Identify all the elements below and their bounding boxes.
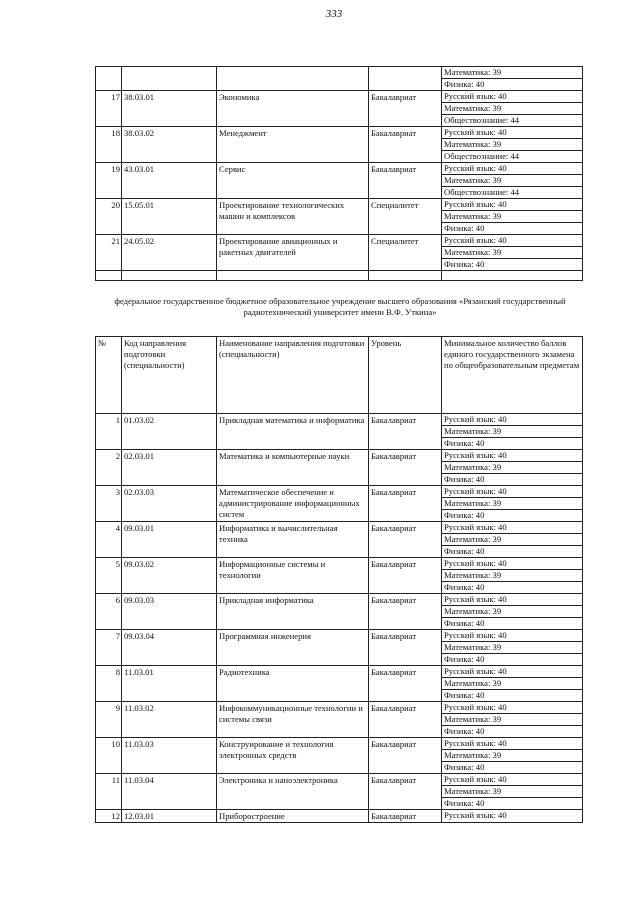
row-number: 6 <box>96 594 122 630</box>
direction-code: 43.03.01 <box>122 163 217 199</box>
subject-min-score: Русский язык: 40 <box>442 235 583 247</box>
direction-code: 11.03.04 <box>122 774 217 810</box>
direction-name: Менеджмент <box>217 127 369 163</box>
row-number: 21 <box>96 235 122 271</box>
subject-min-score: Русский язык: 40 <box>442 738 583 750</box>
direction-name: Математика и компьютерные науки <box>217 450 369 486</box>
direction-name: Электроника и наноэлектроника <box>217 774 369 810</box>
table-row <box>96 810 583 823</box>
table-row <box>96 630 583 642</box>
row-number: 8 <box>96 666 122 702</box>
subject-min-score: Математика: 39 <box>442 750 583 762</box>
subject-min-score: Физика: 40 <box>442 618 583 630</box>
education-level: Бакалавриат <box>369 91 442 127</box>
subject-min-score: Математика: 39 <box>442 642 583 654</box>
subject-min-score: Математика: 39 <box>442 678 583 690</box>
table-row <box>96 486 583 498</box>
empty-cell <box>96 271 122 281</box>
table-row <box>96 774 583 786</box>
row-number: 7 <box>96 630 122 666</box>
direction-code: 02.03.03 <box>122 486 217 522</box>
admission-table-continued <box>95 66 583 281</box>
direction-code: 24.05.02 <box>122 235 217 271</box>
direction-name <box>217 67 369 91</box>
row-number <box>96 67 122 91</box>
subject-min-score: Физика: 40 <box>442 690 583 702</box>
subject-min-score: Обществознание: 44 <box>442 151 583 163</box>
direction-code: 12.03.01 <box>122 810 217 823</box>
direction-code: 11.03.01 <box>122 666 217 702</box>
row-number: 10 <box>96 738 122 774</box>
row-number: 17 <box>96 91 122 127</box>
subject-min-score: Математика: 39 <box>442 175 583 187</box>
header-code: Код направления подготовки (специальности) <box>122 337 217 414</box>
table-row <box>96 91 583 103</box>
table-row <box>96 702 583 714</box>
table-row <box>96 199 583 211</box>
direction-name: Экономика <box>217 91 369 127</box>
direction-name: Математическое обеспечение и администрирование информационных систем <box>217 486 369 522</box>
table-row <box>96 414 583 426</box>
subject-min-score: Русский язык: 40 <box>442 450 583 462</box>
education-level: Бакалавриат <box>369 702 442 738</box>
direction-code: 09.03.04 <box>122 630 217 666</box>
subject-min-score: Русский язык: 40 <box>442 163 583 175</box>
subject-min-score: Физика: 40 <box>442 438 583 450</box>
header-no: № <box>96 337 122 414</box>
subject-min-score: Математика: 39 <box>442 67 583 79</box>
direction-name: Инфокоммуникационные технологии и системы связи <box>217 702 369 738</box>
subject-min-score: Русский язык: 40 <box>442 522 583 534</box>
subject-min-score: Русский язык: 40 <box>442 127 583 139</box>
subject-min-score: Математика: 39 <box>442 714 583 726</box>
subject-min-score: Физика: 40 <box>442 654 583 666</box>
education-level: Бакалавриат <box>369 127 442 163</box>
page-number: 333 <box>325 8 343 20</box>
row-number: 9 <box>96 702 122 738</box>
direction-code: 11.03.03 <box>122 738 217 774</box>
education-level: Бакалавриат <box>369 450 442 486</box>
direction-name: Информатика и вычислительная техника <box>217 522 369 558</box>
empty-cell <box>217 271 369 281</box>
subject-min-score: Математика: 39 <box>442 426 583 438</box>
row-number: 3 <box>96 486 122 522</box>
direction-code: 11.03.02 <box>122 702 217 738</box>
direction-name: Проектирование авиационных и ракетных двигателей <box>217 235 369 271</box>
subject-min-score: Русский язык: 40 <box>442 666 583 678</box>
direction-name: Прикладная информатика <box>217 594 369 630</box>
direction-code: 09.03.02 <box>122 558 217 594</box>
direction-code: 01.03.02 <box>122 414 217 450</box>
direction-code: 38.03.01 <box>122 91 217 127</box>
subject-min-score: Физика: 40 <box>442 474 583 486</box>
empty-cell <box>369 271 442 281</box>
row-number: 20 <box>96 199 122 235</box>
education-level: Бакалавриат <box>369 558 442 594</box>
table-row <box>96 558 583 570</box>
header-name: Наименование направления подготовки (специальности) <box>217 337 369 414</box>
education-level: Специалитет <box>369 235 442 271</box>
subject-min-score: Физика: 40 <box>442 79 583 91</box>
table-row <box>96 738 583 750</box>
header-level: Уровень <box>369 337 442 414</box>
education-level: Бакалавриат <box>369 666 442 702</box>
subject-min-score: Физика: 40 <box>442 798 583 810</box>
education-level: Бакалавриат <box>369 163 442 199</box>
subject-min-score: Обществознание: 44 <box>442 187 583 199</box>
subject-min-score: Русский язык: 40 <box>442 702 583 714</box>
education-level: Бакалавриат <box>369 738 442 774</box>
direction-name: Информационные системы и технологии <box>217 558 369 594</box>
subject-min-score: Русский язык: 40 <box>442 414 583 426</box>
row-number: 11 <box>96 774 122 810</box>
education-level: Бакалавриат <box>369 774 442 810</box>
row-number: 18 <box>96 127 122 163</box>
subject-min-score: Русский язык: 40 <box>442 199 583 211</box>
row-number: 12 <box>96 810 122 823</box>
empty-cell <box>122 271 217 281</box>
education-level: Бакалавриат <box>369 486 442 522</box>
table-row <box>96 163 583 175</box>
subject-min-score: Математика: 39 <box>442 211 583 223</box>
row-number: 5 <box>96 558 122 594</box>
education-level: Бакалавриат <box>369 594 442 630</box>
subject-min-score: Физика: 40 <box>442 726 583 738</box>
subject-min-score: Математика: 39 <box>442 606 583 618</box>
subject-min-score: Математика: 39 <box>442 103 583 115</box>
table-row <box>96 235 583 247</box>
direction-code: 09.03.03 <box>122 594 217 630</box>
table-row <box>96 67 583 79</box>
direction-code: 09.03.01 <box>122 522 217 558</box>
empty-row <box>96 271 583 281</box>
row-number: 19 <box>96 163 122 199</box>
table-row <box>96 594 583 606</box>
education-level: Бакалавриат <box>369 810 442 823</box>
direction-code <box>122 67 217 91</box>
table-row <box>96 450 583 462</box>
subject-min-score: Русский язык: 40 <box>442 558 583 570</box>
admission-table-rgrtu <box>95 336 583 823</box>
subject-min-score: Физика: 40 <box>442 259 583 271</box>
subject-min-score: Математика: 39 <box>442 570 583 582</box>
direction-name: Приборостроение <box>217 810 369 823</box>
subject-min-score: Физика: 40 <box>442 582 583 594</box>
row-number: 2 <box>96 450 122 486</box>
subject-min-score: Математика: 39 <box>442 247 583 259</box>
direction-name: Прикладная математика и информатика <box>217 414 369 450</box>
institution-name: федеральное государственное бюджетное образовательное учреждение высшего образования «Рязанский государственный радиотехнический университет имени В.Ф. Уткина» <box>114 296 566 317</box>
empty-cell <box>442 271 583 281</box>
direction-name: Радиотехника <box>217 666 369 702</box>
subject-min-score: Русский язык: 40 <box>442 810 583 823</box>
table-header-row <box>96 337 583 414</box>
subject-min-score: Физика: 40 <box>442 762 583 774</box>
education-level: Специалитет <box>369 199 442 235</box>
subject-min-score: Физика: 40 <box>442 223 583 235</box>
subject-min-score: Русский язык: 40 <box>442 630 583 642</box>
subject-min-score: Математика: 39 <box>442 139 583 151</box>
table-row <box>96 127 583 139</box>
header-min-score: Минимальное количество баллов единого государственного экзамена по общеобразовательным предметам <box>442 337 583 414</box>
direction-name: Сервис <box>217 163 369 199</box>
direction-code: 15.05.01 <box>122 199 217 235</box>
table-row <box>96 666 583 678</box>
subject-min-score: Физика: 40 <box>442 510 583 522</box>
education-level: Бакалавриат <box>369 522 442 558</box>
direction-code: 38.03.02 <box>122 127 217 163</box>
row-number: 4 <box>96 522 122 558</box>
subject-min-score: Физика: 40 <box>442 546 583 558</box>
subject-min-score: Русский язык: 40 <box>442 486 583 498</box>
subject-min-score: Русский язык: 40 <box>442 774 583 786</box>
subject-min-score: Математика: 39 <box>442 498 583 510</box>
row-number: 1 <box>96 414 122 450</box>
table-row <box>96 522 583 534</box>
education-level: Бакалавриат <box>369 414 442 450</box>
direction-name: Проектирование технологических машин и комплексов <box>217 199 369 235</box>
subject-min-score: Русский язык: 40 <box>442 594 583 606</box>
education-level <box>369 67 442 91</box>
education-level: Бакалавриат <box>369 630 442 666</box>
subject-min-score: Математика: 39 <box>442 786 583 798</box>
subject-min-score: Математика: 39 <box>442 534 583 546</box>
subject-min-score: Обществознание: 44 <box>442 115 583 127</box>
direction-code: 02.03.01 <box>122 450 217 486</box>
direction-name: Программная инженерия <box>217 630 369 666</box>
subject-min-score: Математика: 39 <box>442 462 583 474</box>
subject-min-score: Русский язык: 40 <box>442 91 583 103</box>
direction-name: Конструирование и технология электронных средств <box>217 738 369 774</box>
